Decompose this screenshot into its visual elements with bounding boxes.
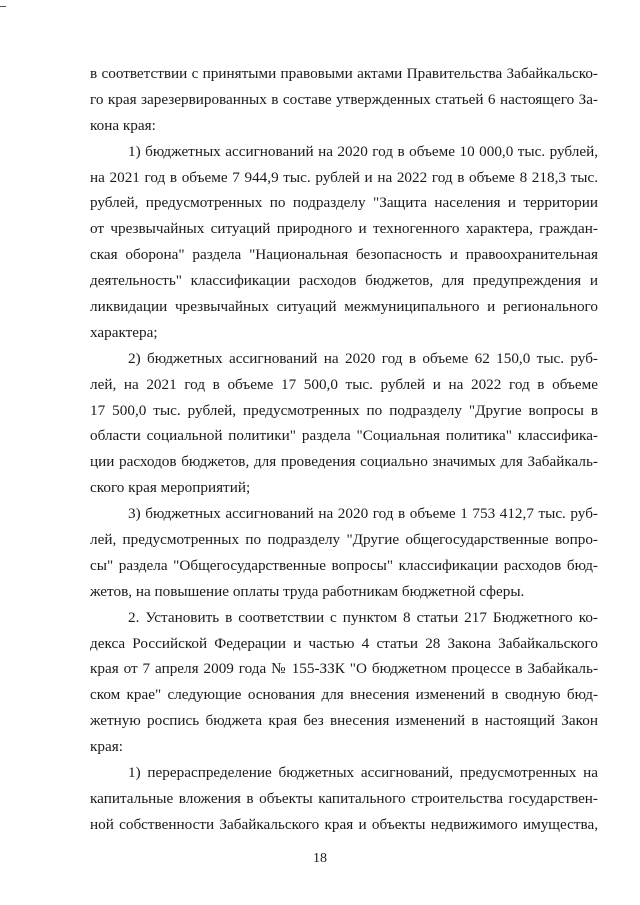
text-line: от чрезвычайных ситуаций природного и техногенного характера, граждан- (90, 220, 598, 238)
text-line: ского края мероприятий; (90, 479, 251, 497)
text-line: кона края: (90, 116, 156, 134)
text-line: 17 500,0 тыс. рублей, предусмотренных по подразделу "Другие вопросы в (90, 401, 598, 419)
page-number: 18 (313, 851, 327, 866)
text-line: жетов, на повышение оплаты труда работникам бюджетной сферы. (90, 582, 525, 600)
text-line: лей, предусмотренных по подразделу "Другие общегосударственные вопро- (90, 531, 598, 549)
text-line: капитальные вложения в объекты капитального строительства государствен- (90, 789, 598, 807)
text-line: в соответствии с принятыми правовыми актами Правительства Забайкальско- (90, 65, 598, 82)
text-line: области социальной политики" раздела "Социальная политика" классифика- (90, 427, 598, 445)
text-line: лей, на 2021 год в объеме 17 500,0 тыс. рублей и на 2022 год в объеме (90, 375, 598, 393)
text-line: ском крае" следующие основания для внесения изменений в сводную бюд- (90, 686, 598, 704)
text-line: декса Российской Федерации и частью 4 статьи 28 Закона Забайкальского (90, 634, 598, 652)
text-line: ной собственности Забайкальского края и объекты недвижимого имущества, (90, 815, 598, 833)
text-line: на 2021 год в объеме 7 944,9 тыс. рублей и на 2022 год в объеме 8 218,3 тыс. (90, 168, 598, 186)
text-line: ции расходов бюджетов, для проведения социально значимых для Забайкаль- (90, 453, 598, 471)
text-line: 2. Установить в соответствии с пунктом 8 статьи 217 Бюджетного ко- (128, 608, 598, 626)
text-line: го края зарезервированных в составе утвержденных статьей 6 настоящего За- (90, 90, 598, 108)
text-line: 2) бюджетных ассигнований на 2020 год в объеме 62 150,0 тыс. руб- (128, 349, 598, 367)
text-line: 1) бюджетных ассигнований на 2020 год в объеме 10 000,0 тыс. рублей, (128, 142, 598, 160)
text-line: края: (90, 738, 123, 756)
text-line: края от 7 апреля 2009 года № 155-ЗЗК "О бюджетном процессе в Забайкаль- (90, 660, 598, 678)
text-line: ская оборона" раздела "Национальная безопасность и правоохранительная (90, 246, 598, 264)
text-line: 3) бюджетных ассигнований на 2020 год в объеме 1 753 412,7 тыс. руб- (128, 505, 598, 523)
text-line: ликвидации чрезвычайных ситуаций межмуниципального и регионального (90, 298, 598, 316)
text-line: характера; (90, 323, 158, 341)
text-line: 1) перераспределение бюджетных ассигнований, предусмотренных на (128, 764, 598, 782)
document-body (90, 61, 598, 838)
text-line: жетную роспись бюджета края без внесения изменений в настоящий Закон (90, 712, 598, 730)
page-edge-mark (0, 6, 6, 7)
text-line: сы" раздела "Общегосударственные вопросы" классификации расходов бюд- (90, 556, 598, 574)
text-line: рублей, предусмотренных по подразделу "Защита населения и территории (90, 194, 598, 212)
text-line: деятельность" классификации расходов бюджетов, для предупреждения и (90, 272, 598, 290)
